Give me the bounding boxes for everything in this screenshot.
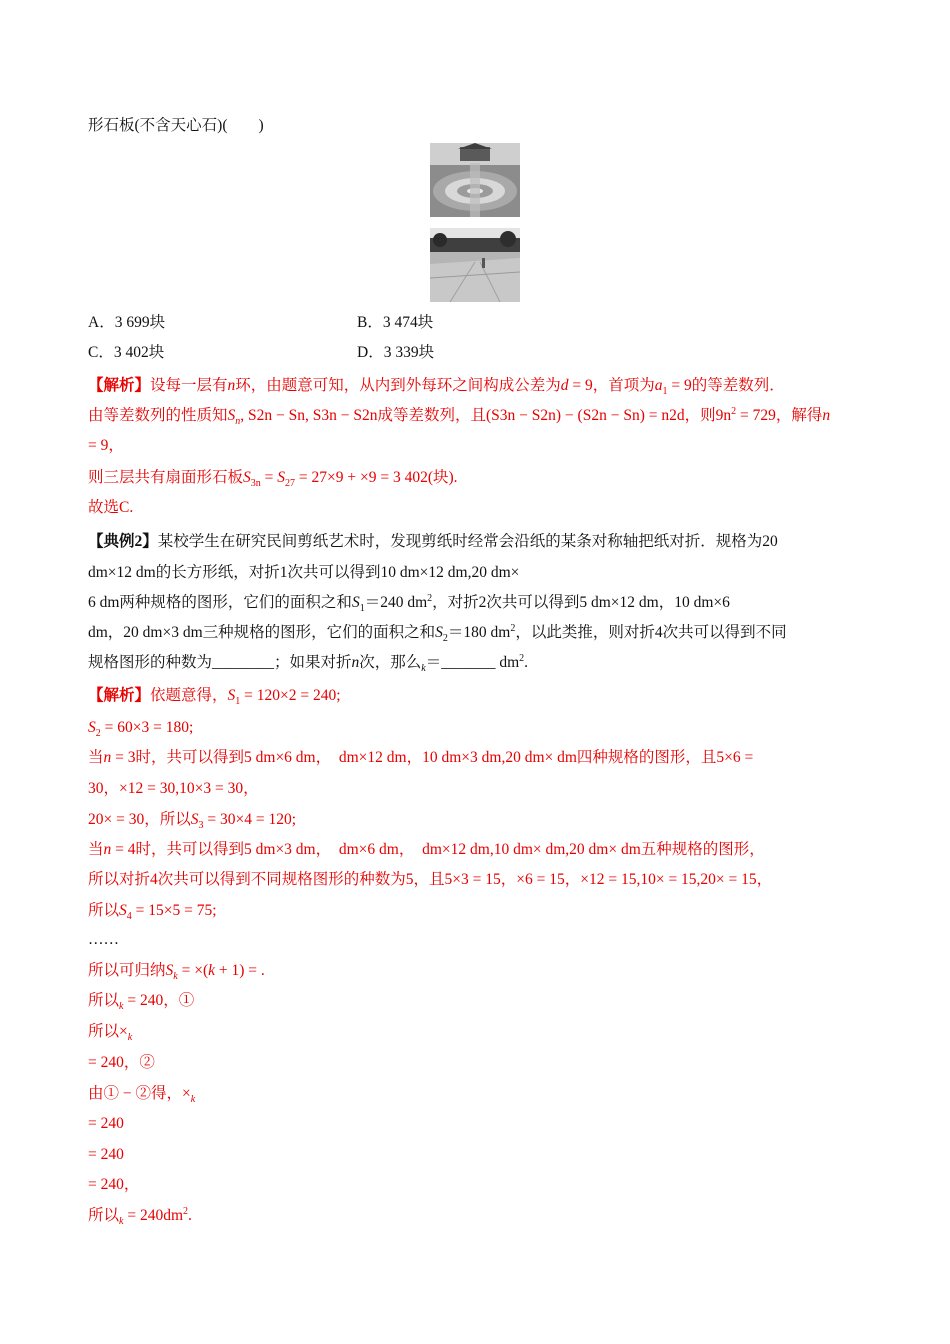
solution1-line3: = 9，: [88, 437, 124, 454]
option-b: B．3 474块: [357, 314, 434, 331]
option-a: A．3 699块: [88, 314, 166, 331]
solution1-line1: 【解析】设每一层有n环，由题意可知，从内到外每环之间构成公差为d = 9，首项为$a_1 = 9$的等差数列．: [88, 377, 785, 398]
example2-line1: 【典例2】某校学生在研究民间剪纸艺术时，发现剪纸时经常会沿纸的某条对称轴把纸对折．规格为20: [88, 533, 778, 550]
solution2-line7: 所以对折4次共可以得到不同规格图形的种数为5，且5×3 = 15，×6 = 15，×12 = 15,10× = 15,20× = 15，: [88, 871, 773, 888]
solution2-line18: 所以$_k = 240dm^2$.: [88, 1205, 192, 1228]
solution2-line5: 20× = 30，所以$S_3 = 30\times 4 = 120$;: [88, 811, 297, 832]
solution2-line16: = 240: [88, 1146, 124, 1163]
altar-floor-photo: [430, 228, 520, 302]
solution2-line11: 所以$_k$ = 240，①: [88, 992, 195, 1013]
solution2-line8: 所以$S_4 = 15\times 5 = 75$;: [88, 902, 217, 923]
solution2-line3: 当n = 3时，共可以得到5 dm×6 dm， dm×12 dm，10 dm×3 dm,20 dm× dm四种规格的图形，且5×6 =: [88, 749, 754, 766]
solution2-line10: 所以可归纳$S_k = \times(k + 1)$ = .: [88, 962, 265, 983]
solution2-line1: 【解析】依题意得，$S_1 = 120\times 2 = 240$;: [88, 687, 341, 708]
solution2-line13: = 240，②: [88, 1054, 155, 1071]
example2-line3: 6 dm两种规格的图形，它们的面积之和$S_1=240$ $dm^2$，对折2次共可以得到5 dm×12 dm，10 dm×6: [88, 592, 730, 615]
temple-photo-top-image: [430, 143, 520, 217]
solution2-line14: 由① − ②得，$\times_k$: [88, 1085, 196, 1106]
question-stem-tail: 形石板(不含天心石)( ): [88, 117, 264, 134]
solution2-ellipsis: ……: [88, 931, 119, 948]
altar-floor-photo-image: [430, 228, 520, 302]
option-c: C．3 402块: [88, 344, 165, 361]
example2-line4: dm，20 dm×3 dm三种规格的图形，它们的面积之和$S_2=180$ $dm^2$，以此类推，则对折4次共可以得到不同: [88, 622, 787, 645]
option-d: D．3 339块: [357, 344, 435, 361]
solution2-line12: 所以$\times_k$: [88, 1023, 133, 1044]
solution2-line17: = 240，: [88, 1176, 140, 1193]
solution2-line2: $S_2 = 60\times 3 = 180$;: [88, 719, 194, 740]
temple-photo-top: [430, 143, 520, 217]
example2-line5: 规格图形的种数为________；如果对折n次，那么$_k$＝_______ $dm^2$.: [88, 652, 529, 675]
solution2-line15: = 240: [88, 1115, 124, 1132]
solution1-line2: 由等差数列的性质知$S_n$, S2n − Sn, S3n − S2n成等差数列，且(S3n − S2n) − (S2n − Sn) = n2d，则$9n^2 = 729$，解得n: [88, 405, 831, 428]
solution-label: 【解析】: [88, 687, 151, 704]
solution-label: 【解析】: [88, 377, 151, 394]
solution2-line4: 30，×12 = 30,10×3 = 30，: [88, 780, 259, 797]
solution1-conclusion: 故选C.: [88, 499, 134, 516]
example2-line2: dm×12 dm的长方形纸，对折1次共可以得到10 dm×12 dm,20 dm×: [88, 564, 520, 581]
solution2-line6: 当n = 4时，共可以得到5 dm×3 dm， dm×6 dm， dm×12 dm,10 dm× dm,20 dm× dm五种规格的图形，: [88, 841, 765, 858]
solution1-line4: 则三层共有扇面形石板$S_{3n} = S_{27} = 27\times 9 + \times 9 = 3$ 402(块).: [88, 469, 458, 490]
example-label: 【典例2】: [88, 533, 158, 550]
